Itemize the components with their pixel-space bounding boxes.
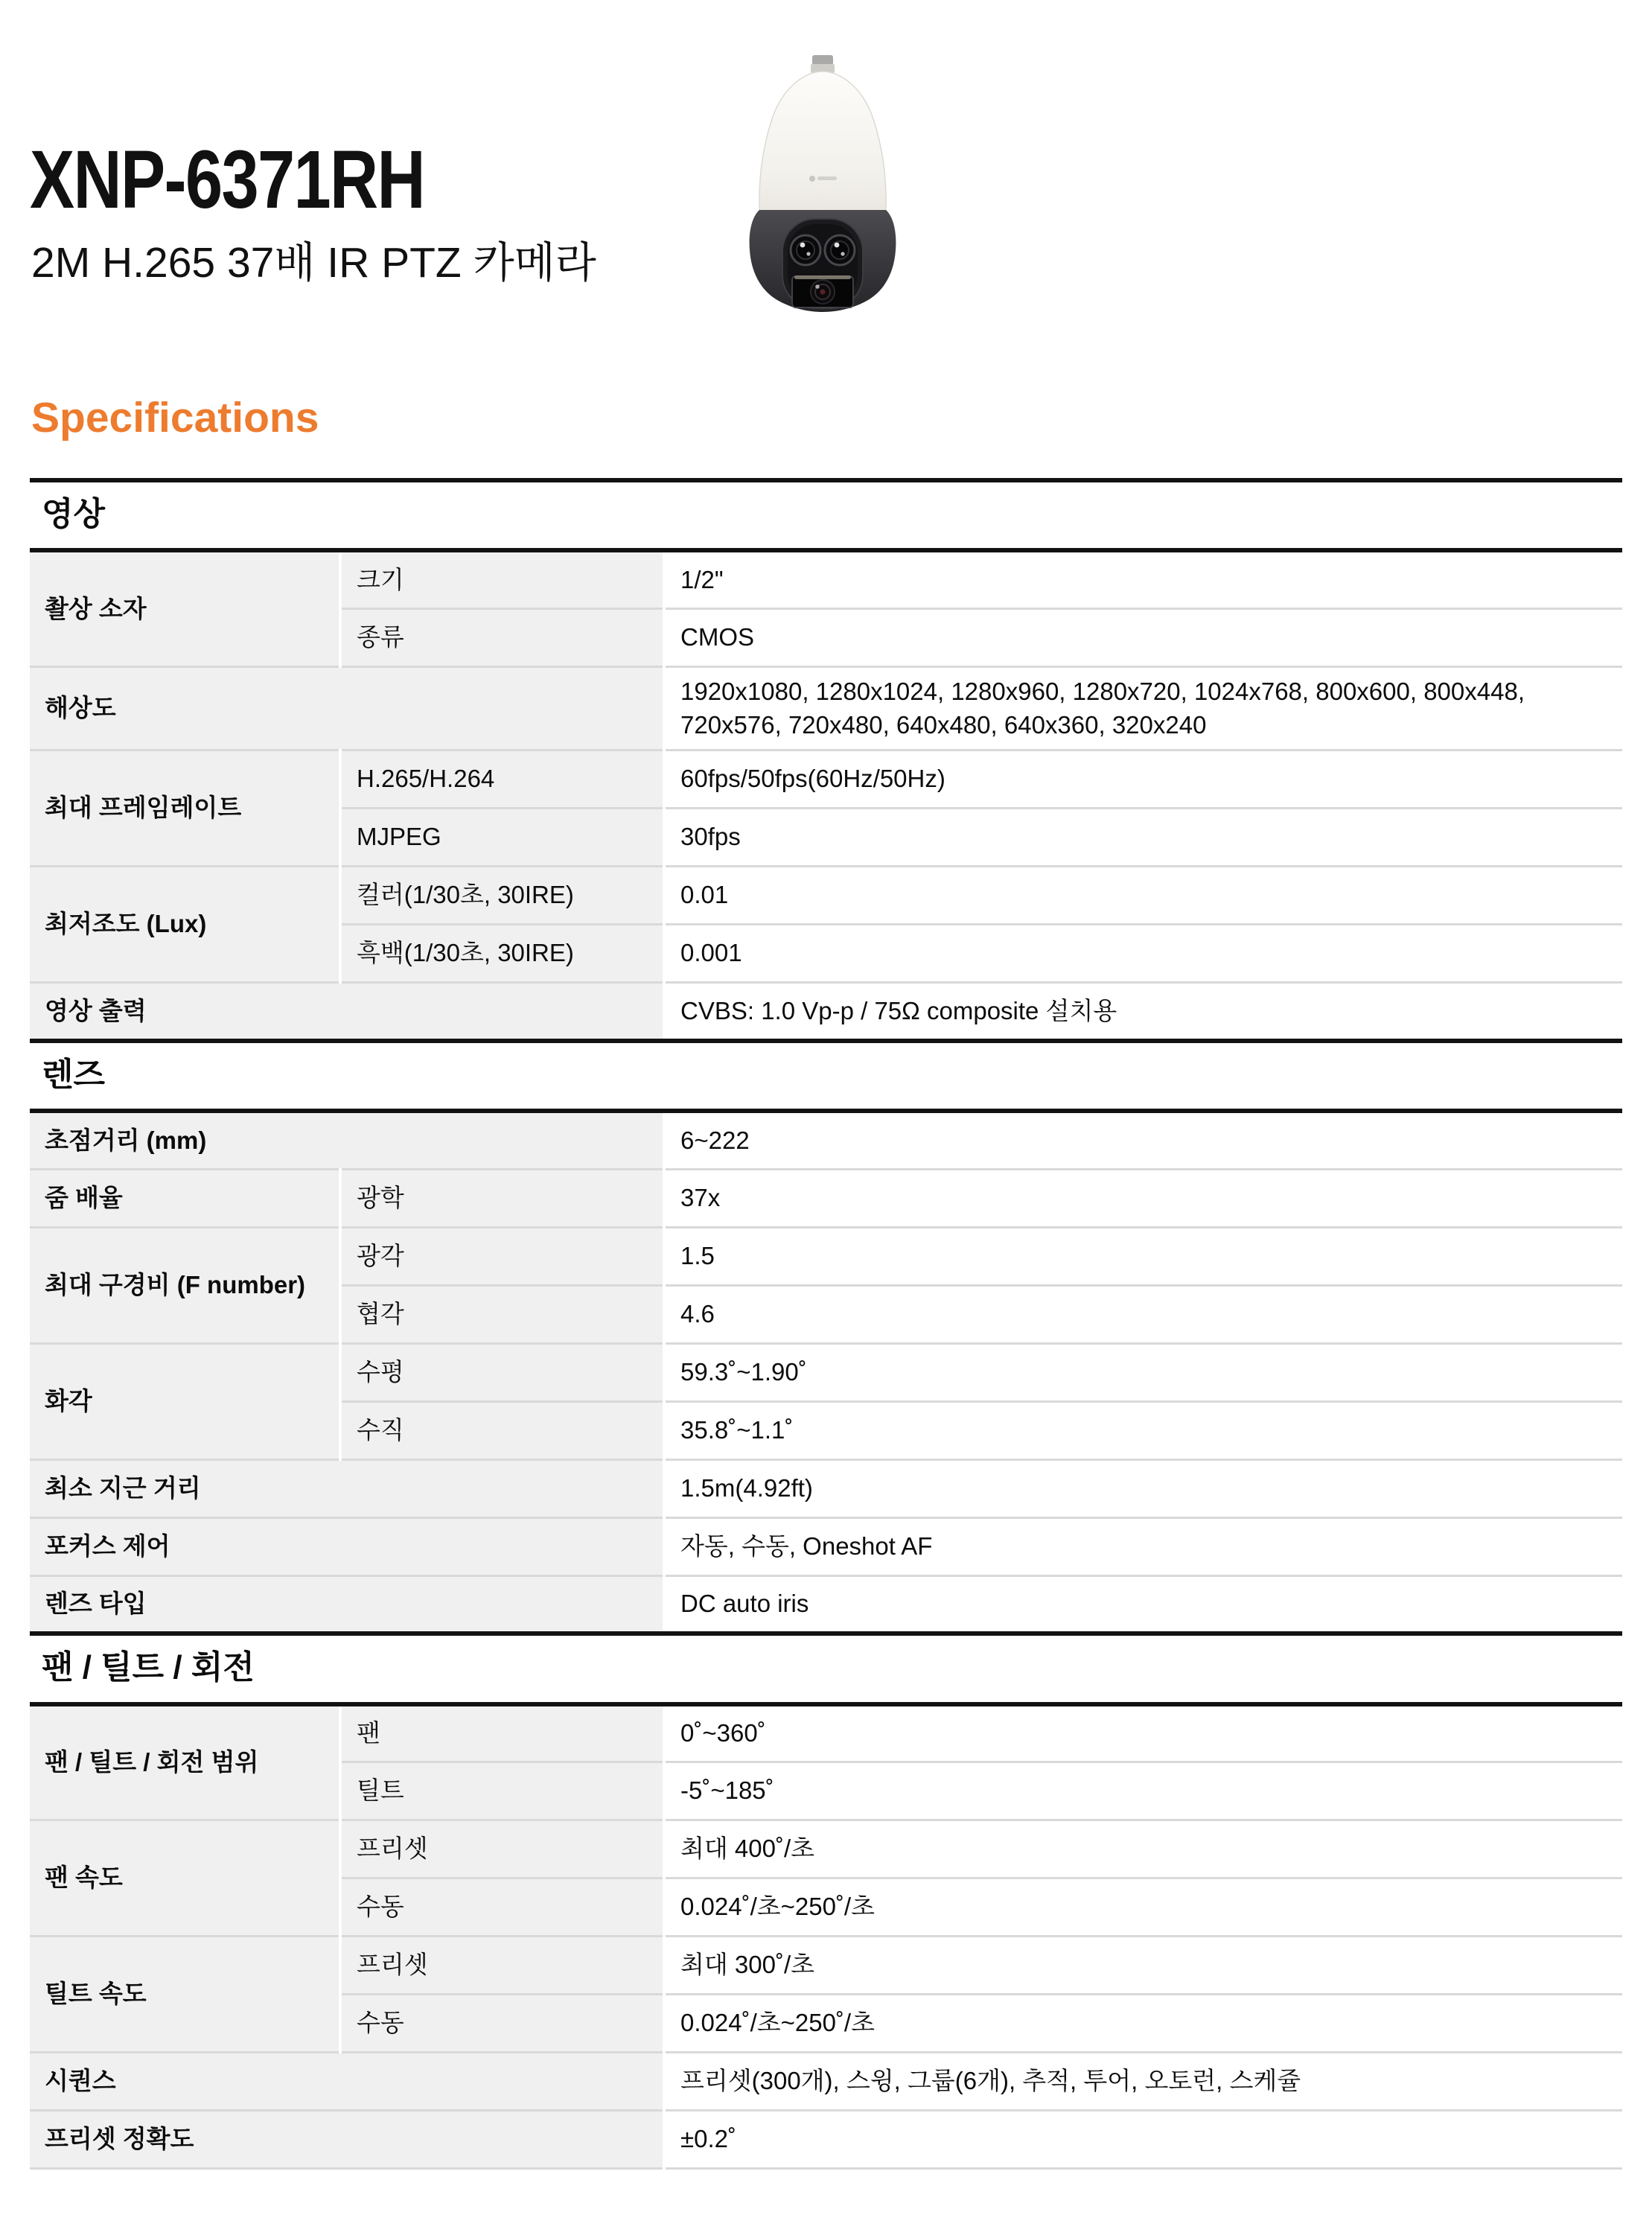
spec-label-cell: 시퀀스 xyxy=(30,2053,664,2111)
spec-sublabel-cell: 광학 xyxy=(340,1169,664,1227)
table-row xyxy=(30,1937,1622,1995)
spec-value-cell: DC auto iris xyxy=(664,1575,1622,1634)
spec-value-cell: 1/2" xyxy=(664,550,1622,608)
table-row xyxy=(30,1820,1622,1878)
page-header xyxy=(30,0,1622,286)
table-row xyxy=(30,1459,1622,1517)
spec-sublabel-cell: 프리셋 xyxy=(340,1937,664,1995)
spec-sublabel-cell: 수직 xyxy=(340,1401,664,1459)
spec-sublabel-cell: 광각 xyxy=(340,1227,664,1285)
spec-label-cell: 팬 속도 xyxy=(30,1820,340,1937)
spec-value-cell: 최대 300˚/초 xyxy=(664,1937,1622,1995)
specifications-heading: Specifications xyxy=(31,394,319,442)
spec-sublabel-cell: 협각 xyxy=(340,1285,664,1343)
spec-label-cell: 초점거리 (mm) xyxy=(30,1111,664,1169)
spec-label-cell: 화각 xyxy=(30,1343,340,1459)
table-row xyxy=(30,2053,1622,2111)
table-row xyxy=(30,1169,1622,1227)
spec-value-cell: 0˚~360˚ xyxy=(664,1704,1622,1762)
ptz-camera-illustration xyxy=(733,54,912,313)
spec-label-cell: 해상도 xyxy=(30,666,664,750)
product-title: XNP-6371RH xyxy=(30,134,425,226)
spec-value-cell: 0.024˚/초~250˚/초 xyxy=(664,1995,1622,2053)
section-top-rule xyxy=(30,478,1622,482)
table-row xyxy=(30,1704,1622,1762)
spec-label-cell: 최대 구경비 (F number) xyxy=(30,1227,340,1343)
spec-sublabel-cell: 종류 xyxy=(340,608,664,666)
spec-value-cell: 0.001 xyxy=(664,925,1622,983)
spec-value-cell: 6~222 xyxy=(664,1111,1622,1169)
spec-value-cell: 35.8˚~1.1˚ xyxy=(664,1401,1622,1459)
spec-value-cell: CMOS xyxy=(664,608,1622,666)
spec-sublabel-cell: 팬 xyxy=(340,1704,664,1762)
spec-value-cell: ±0.2˚ xyxy=(664,2111,1622,2169)
spec-label-cell: 최대 프레임레이트 xyxy=(30,750,340,867)
table-row xyxy=(30,1575,1622,1634)
spec-value-cell: -5˚~185˚ xyxy=(664,1762,1622,1820)
product-subtitle: 2M H.265 37배 IR PTZ 카메라 xyxy=(31,239,596,287)
spec-table-lens xyxy=(30,1109,1622,1636)
spec-value-cell: 30fps xyxy=(664,809,1622,867)
spec-sublabel-cell: 컬러(1/30초, 30IRE) xyxy=(340,867,664,925)
spec-sublabel-cell: 수동 xyxy=(340,1995,664,2053)
spec-label-cell: 촬상 소자 xyxy=(30,550,340,666)
table-row xyxy=(30,2111,1622,2169)
spec-value-cell: CVBS: 1.0 Vp-p / 75Ω composite 설치용 xyxy=(664,983,1622,1041)
spec-label-cell: 틸트 속도 xyxy=(30,1937,340,2053)
spec-sublabel-cell: 수동 xyxy=(340,1878,664,1937)
spec-sublabel-cell: H.265/H.264 xyxy=(340,750,664,809)
spec-label-cell: 줌 배율 xyxy=(30,1169,340,1227)
spec-table-pan-tilt xyxy=(30,1702,1622,2170)
spec-value-cell: 60fps/50fps(60Hz/50Hz) xyxy=(664,750,1622,809)
spec-value-cell: 자동, 수동, Oneshot AF xyxy=(664,1517,1622,1575)
ir-led-right xyxy=(825,235,855,265)
table-row xyxy=(30,1111,1622,1169)
spec-value-cell: 1.5 xyxy=(664,1227,1622,1285)
table-row xyxy=(30,867,1622,925)
spec-label-cell: 렌즈 타입 xyxy=(30,1575,664,1634)
spec-value-cell: 프리셋(300개), 스윙, 그룹(6개), 추적, 투어, 오토런, 스케쥴 xyxy=(664,2053,1622,2111)
section-title-video: 영상 xyxy=(42,495,106,532)
spec-label-cell: 팬 / 틸트 / 회전 범위 xyxy=(30,1704,340,1820)
spec-sublabel-cell: 틸트 xyxy=(340,1762,664,1820)
table-row xyxy=(30,1227,1622,1285)
camera-dome xyxy=(759,71,886,217)
spec-sublabel-cell: 수평 xyxy=(340,1343,664,1401)
spec-sublabel-cell: MJPEG xyxy=(340,809,664,867)
spec-value-cell: 1920x1080, 1280x1024, 1280x960, 1280x720, 1024x768, 800x600, 800x448, 720x576, 720x480, 640x480, 640x360, 320x240 xyxy=(664,666,1622,750)
table-row xyxy=(30,550,1622,608)
spec-sublabel-cell: 흑백(1/30초, 30IRE) xyxy=(340,925,664,983)
camera-lens xyxy=(792,275,853,307)
spec-label-cell: 포커스 제어 xyxy=(30,1517,664,1575)
table-row xyxy=(30,1517,1622,1575)
spec-label-cell: 프리셋 정확도 xyxy=(30,2111,664,2169)
section-title-lens: 렌즈 xyxy=(42,1056,106,1093)
spec-value-cell: 0.024˚/초~250˚/초 xyxy=(664,1878,1622,1937)
spec-value-cell: 0.01 xyxy=(664,867,1622,925)
spec-label-cell: 영상 출력 xyxy=(30,983,664,1041)
product-image xyxy=(733,54,912,313)
table-row xyxy=(30,1343,1622,1401)
spec-sublabel-cell: 크기 xyxy=(340,550,664,608)
ir-led-left xyxy=(791,235,820,265)
section-title-pan-tilt: 팬 / 틸트 / 회전 xyxy=(42,1649,255,1686)
table-row xyxy=(30,983,1622,1041)
spec-table-video xyxy=(30,548,1622,1042)
spec-value-cell: 1.5m(4.92ft) xyxy=(664,1459,1622,1517)
spec-label-cell: 최소 지근 거리 xyxy=(30,1459,664,1517)
camera-mount-nub xyxy=(812,55,833,66)
spec-label-cell: 최저조도 (Lux) xyxy=(30,867,340,983)
spec-value-cell: 37x xyxy=(664,1169,1622,1227)
spec-value-cell: 4.6 xyxy=(664,1285,1622,1343)
table-row xyxy=(30,750,1622,809)
spec-sublabel-cell: 프리셋 xyxy=(340,1820,664,1878)
spec-value-cell: 최대 400˚/초 xyxy=(664,1820,1622,1878)
spec-value-cell: 59.3˚~1.90˚ xyxy=(664,1343,1622,1401)
table-row xyxy=(30,666,1622,750)
